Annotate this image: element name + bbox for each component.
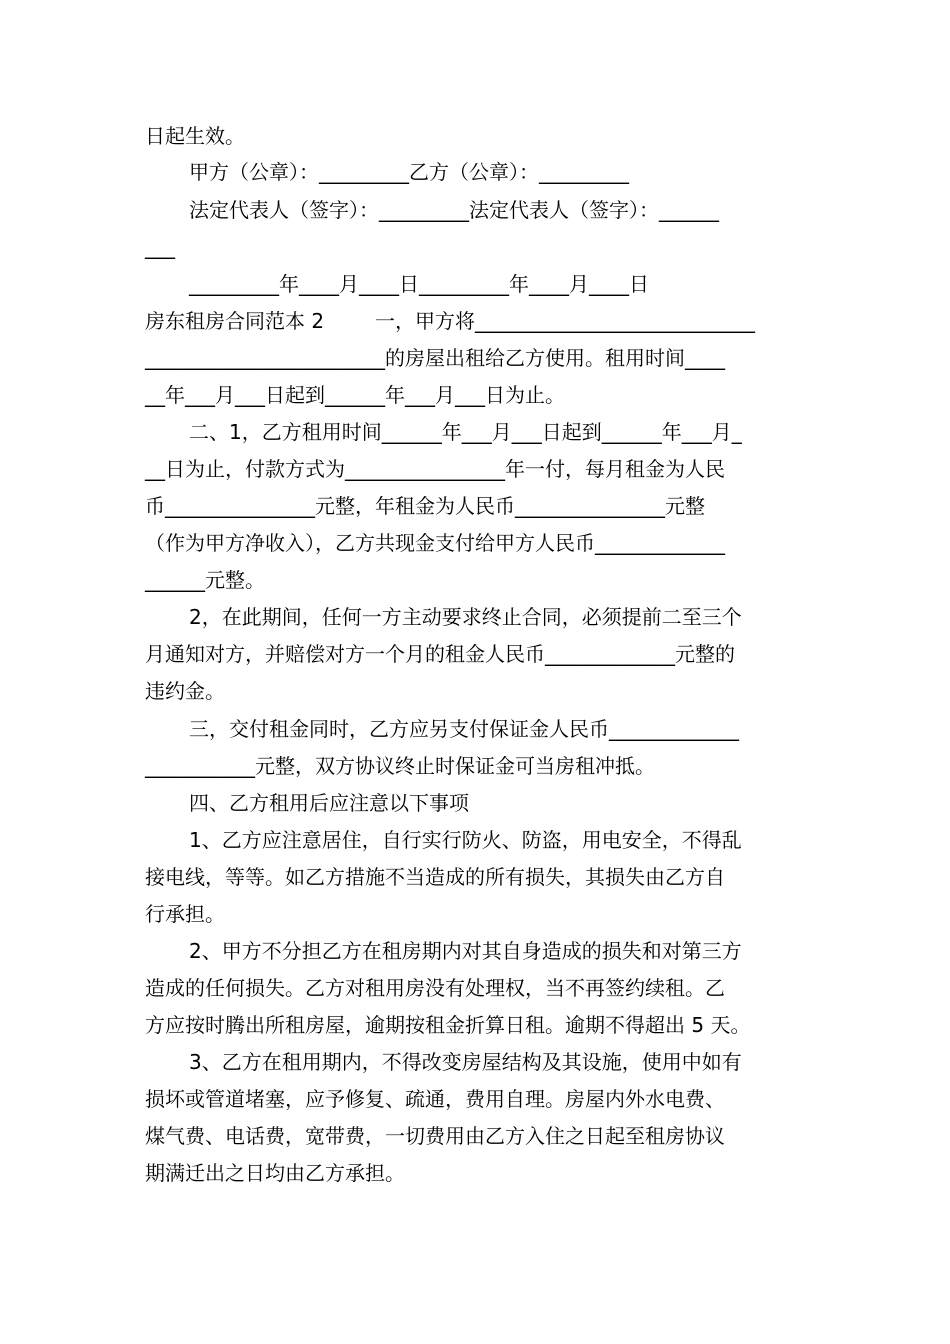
text-line: 3、乙方在租用期内，不得改变房屋结构及其设施，使用中如有 bbox=[189, 1050, 742, 1074]
text-line: ________________________的房屋出租给乙方使用。租用时间____ bbox=[145, 346, 725, 370]
text-line-signature-date: _________年____月____日_________年____月____日 bbox=[189, 272, 649, 296]
text-line: 接电线，等等。如乙方措施不当造成的所有损失，其损失由乙方自 bbox=[145, 865, 725, 889]
text-line: 期满迁出之日均由乙方承担。 bbox=[145, 1161, 405, 1185]
text-line: 2，在此期间，任何一方主动要求终止合同，必须提前二至三个 bbox=[189, 605, 742, 629]
text-line: （作为甲方净收入），乙方共现金支付给甲方人民币_____________ bbox=[145, 531, 725, 555]
text-line-signature-representative: 法定代表人（签字）：_________法定代表人（签字）：______ bbox=[189, 198, 719, 222]
text-line: 2、甲方不分担乙方在租房期内对其自身造成的损失和对第三方 bbox=[189, 939, 742, 963]
text-line: 币_______________元整，年租金为人民币_______________元整 bbox=[145, 494, 705, 518]
text-line: ______元整。 bbox=[145, 568, 265, 592]
text-line: 损坏或管道堵塞，应予修复、疏通，费用自理。房屋内外水电费、 bbox=[145, 1087, 725, 1111]
section-title-contract-2: 房东租房合同范本 2 一，甲方将____________________________ bbox=[145, 309, 755, 333]
text-line: __日为止，付款方式为________________年一付，每月租金为人民 bbox=[145, 457, 725, 481]
text-line: 煤气费、电话费，宽带费，一切费用由乙方入住之日起至租房协议 bbox=[145, 1124, 725, 1148]
text-line: 1、乙方应注意居住，自行实行防火、防盗，用电安全，不得乱 bbox=[189, 828, 742, 852]
text-line: __年___月___日起到______年___月___日为止。 bbox=[145, 383, 565, 407]
section-heading-notes: 四、乙方租用后应注意以下事项 bbox=[189, 791, 469, 815]
text-line: 三，交付租金同时，乙方应另支付保证金人民币_____________ bbox=[189, 717, 739, 741]
text-line: 方应按时腾出所租房屋，逾期按租金折算日租。逾期不得超出 5 天。 bbox=[145, 1013, 751, 1037]
text-line: ___ bbox=[145, 235, 175, 259]
text-line: 行承担。 bbox=[145, 902, 225, 926]
text-line: ___________元整，双方协议终止时保证金可当房租冲抵。 bbox=[145, 754, 655, 778]
text-line: 月通知对方，并赔偿对方一个月的租金人民币_____________元整的 bbox=[145, 642, 735, 666]
text-line: 造成的任何损失。乙方对租用房没有处理权，当不再签约续租。乙 bbox=[145, 976, 725, 1000]
text-line: 违约金。 bbox=[145, 679, 225, 703]
text-line-signature-party: 甲方（公章）：_________乙方（公章）：_________ bbox=[189, 160, 629, 184]
text-line: 日起生效。 bbox=[145, 124, 245, 148]
text-line: 二、1，乙方租用时间______年___月___日起到______年___月_ bbox=[189, 420, 742, 444]
